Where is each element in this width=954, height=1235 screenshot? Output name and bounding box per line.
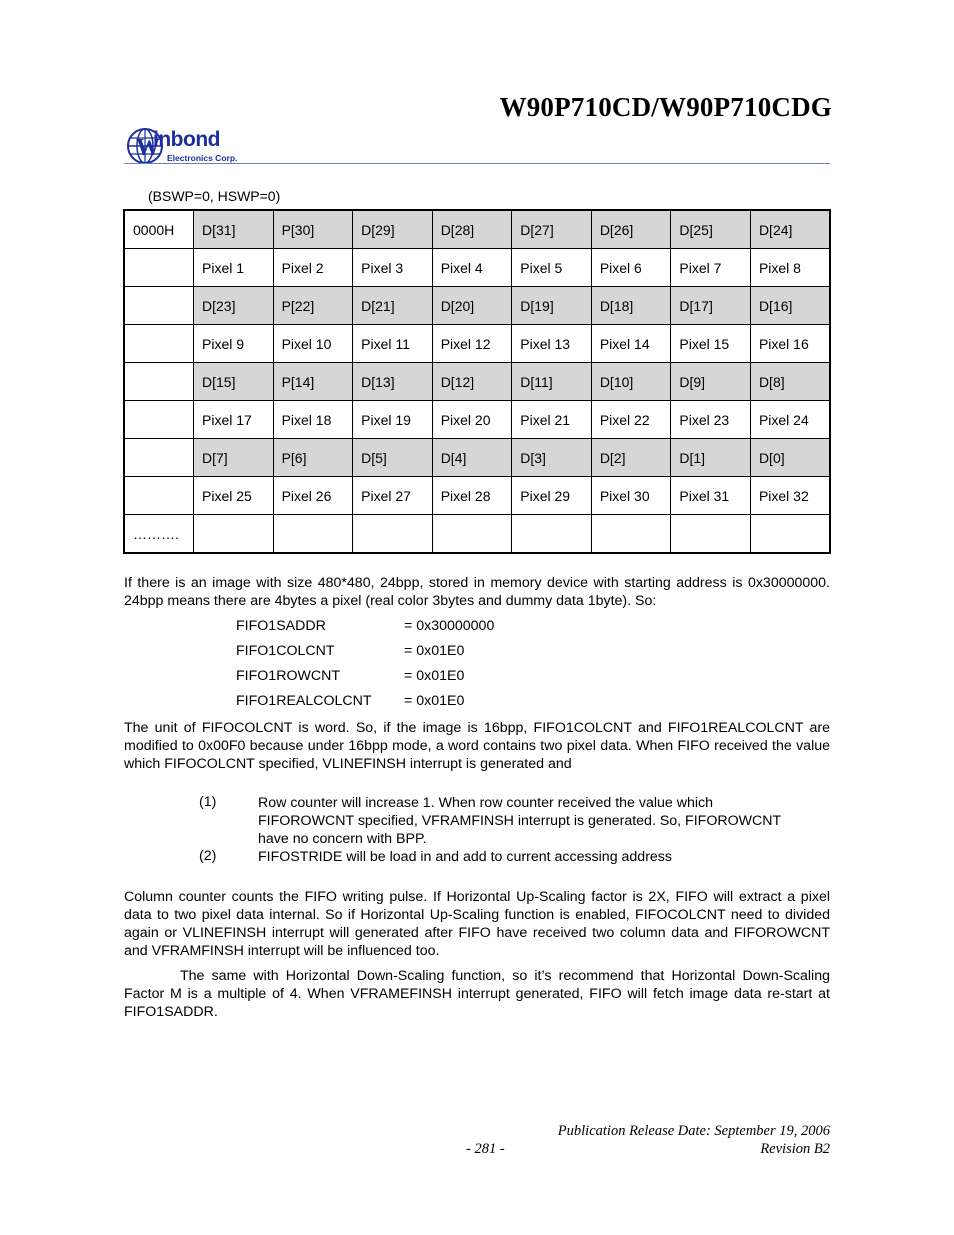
table-cell: Pixel 11 xyxy=(353,325,433,363)
address-cell xyxy=(124,325,194,363)
header-divider xyxy=(124,163,830,164)
table-cell: Pixel 31 xyxy=(671,477,751,515)
table-cell: Pixel 25 xyxy=(194,477,274,515)
table-cell: D[20] xyxy=(432,287,512,325)
table-cell xyxy=(512,515,592,554)
table-cell: Pixel 7 xyxy=(671,249,751,287)
list-item-number: (1) xyxy=(199,794,217,810)
table-cell: D[19] xyxy=(512,287,592,325)
table-cell: Pixel 16 xyxy=(750,325,830,363)
address-cell xyxy=(124,363,194,401)
list-item-number: (2) xyxy=(199,848,217,864)
table-cell: D[26] xyxy=(591,210,671,249)
table-cell: Pixel 19 xyxy=(353,401,433,439)
table-cell xyxy=(353,515,433,554)
address-cell: ………. xyxy=(124,515,194,554)
table-cell: D[10] xyxy=(591,363,671,401)
table-cell: Pixel 24 xyxy=(750,401,830,439)
footer-release-date: Publication Release Date: September 19, 2006 xyxy=(557,1123,830,1139)
document-title: W90P710CD/W90P710CDG xyxy=(499,92,832,122)
table-cell: Pixel 27 xyxy=(353,477,433,515)
table-cell: Pixel 5 xyxy=(512,249,592,287)
table-cell xyxy=(750,515,830,554)
table-cell: D[21] xyxy=(353,287,433,325)
table-cell: Pixel 22 xyxy=(591,401,671,439)
table-cell: Pixel 29 xyxy=(512,477,592,515)
table-cell xyxy=(273,515,353,554)
table-cell: D[3] xyxy=(512,439,592,477)
register-name: FIFO1SADDR xyxy=(236,618,326,634)
register-row xyxy=(236,668,464,684)
table-cell: Pixel 17 xyxy=(194,401,274,439)
table-cell: P[30] xyxy=(273,210,353,249)
table-cell: D[1] xyxy=(671,439,751,477)
logo-letter: W xyxy=(136,135,160,161)
address-cell xyxy=(124,439,194,477)
table-cell: D[8] xyxy=(750,363,830,401)
table-cell: D[17] xyxy=(671,287,751,325)
logo-subtitle: Electronics Corp. xyxy=(167,153,238,163)
table-cell: D[4] xyxy=(432,439,512,477)
table-cell: D[7] xyxy=(194,439,274,477)
table-cell: D[13] xyxy=(353,363,433,401)
table-cell: Pixel 32 xyxy=(750,477,830,515)
table-row xyxy=(124,363,830,401)
table-cell xyxy=(591,515,671,554)
table-cell: Pixel 14 xyxy=(591,325,671,363)
footer-revision: Revision B2 xyxy=(760,1141,830,1157)
table-row xyxy=(124,515,830,554)
table-cell: Pixel 10 xyxy=(273,325,353,363)
table-cell: D[15] xyxy=(194,363,274,401)
table-row xyxy=(124,210,830,249)
table-cell xyxy=(671,515,751,554)
logo-wordmark: inbond xyxy=(153,128,220,151)
table-cell: Pixel 30 xyxy=(591,477,671,515)
register-name: FIFO1REALCOLCNT xyxy=(236,693,372,709)
table-cell: Pixel 18 xyxy=(273,401,353,439)
table-row xyxy=(124,477,830,515)
table-cell: Pixel 9 xyxy=(194,325,274,363)
address-cell: 0000H xyxy=(124,210,194,249)
table-cell: Pixel 13 xyxy=(512,325,592,363)
table-cell: Pixel 12 xyxy=(432,325,512,363)
table-cell: D[18] xyxy=(591,287,671,325)
table-row xyxy=(124,287,830,325)
register-row xyxy=(236,643,464,659)
list-item-text: Row counter will increase 1. When row counter received the value which FIFOROWCNT specified, VFRAMFINSH interrupt is generated. So, FIFOROWCNT have no concern with BPP. xyxy=(258,795,781,847)
table-cell: D[24] xyxy=(750,210,830,249)
register-value: = 0x01E0 xyxy=(404,668,465,684)
table-row xyxy=(124,249,830,287)
table-row xyxy=(124,325,830,363)
table-cell: D[31] xyxy=(194,210,274,249)
table-cell: D[16] xyxy=(750,287,830,325)
address-cell xyxy=(124,477,194,515)
table-cell: D[2] xyxy=(591,439,671,477)
register-name: FIFO1COLCNT xyxy=(236,643,335,659)
footer-page-number: - 281 - xyxy=(466,1141,505,1157)
table-cell: Pixel 6 xyxy=(591,249,671,287)
table-cell: Pixel 3 xyxy=(353,249,433,287)
pixel-layout-table xyxy=(123,209,831,554)
table-cell: D[28] xyxy=(432,210,512,249)
address-cell xyxy=(124,287,194,325)
table-cell: D[12] xyxy=(432,363,512,401)
table-cell: P[22] xyxy=(273,287,353,325)
table-cell: Pixel 23 xyxy=(671,401,751,439)
table-cell: Pixel 21 xyxy=(512,401,592,439)
table-cell: Pixel 15 xyxy=(671,325,751,363)
table-row xyxy=(124,401,830,439)
address-cell xyxy=(124,249,194,287)
address-cell xyxy=(124,401,194,439)
table-cell: P[14] xyxy=(273,363,353,401)
register-name: FIFO1ROWCNT xyxy=(236,668,341,684)
register-value: = 0x30000000 xyxy=(404,618,495,634)
table-cell: D[27] xyxy=(512,210,592,249)
table-cell: D[9] xyxy=(671,363,751,401)
register-value: = 0x01E0 xyxy=(404,693,465,709)
paragraph-image-example: If there is an image with size 480*480, 24bpp, stored in memory device with starting address is 0x30000000. 24bpp means there are 4bytes a pixel (real color 3bytes and dummy data 1byte). So: xyxy=(124,575,830,609)
paragraph-fifocolcnt-unit: The unit of FIFOCOLCNT is word. So, if the image is 16bpp, FIFO1COLCNT and FIFO1REALCOLCNT are modified to 0x00F0 because under 16bpp mode, a word contains two pixel data. When FIFO received the value which FIFOCOLCNT specified, VLINEFINSH interrupt is generated and xyxy=(124,720,830,772)
table-cell: Pixel 4 xyxy=(432,249,512,287)
table-cell: Pixel 26 xyxy=(273,477,353,515)
winbond-logo xyxy=(127,125,252,167)
paragraph-down-scaling: The same with Horizontal Down-Scaling function, so it’s recommend that Horizontal Down-Scaling Factor M is a multiple of 4. When VFRAMEFINSH interrupt generated, FIFO will fetch image data re-start at FIFO1SADDR. xyxy=(124,968,830,1020)
table-cell: D[5] xyxy=(353,439,433,477)
register-value: = 0x01E0 xyxy=(404,643,465,659)
register-row xyxy=(236,618,494,634)
table-cell: P[6] xyxy=(273,439,353,477)
table-cell: D[25] xyxy=(671,210,751,249)
register-row xyxy=(236,693,464,709)
paragraph-column-counter: Column counter counts the FIFO writing pulse. If Horizontal Up-Scaling factor is 2X, FIFO will extract a pixel data to two pixel data internal. So if Horizontal Up-Scaling function is enabled, FIFOCOLCNT need to divided again or VLINEFINSH interrupt will generated after FIFO have received two column data and FIFOROWCNT and VFRAMFINSH interrupt will be influenced too. xyxy=(124,889,830,959)
table-cell: D[11] xyxy=(512,363,592,401)
table-cell: D[0] xyxy=(750,439,830,477)
table-cell xyxy=(432,515,512,554)
table-row xyxy=(124,439,830,477)
table-cell: D[23] xyxy=(194,287,274,325)
table-cell: Pixel 28 xyxy=(432,477,512,515)
table-cell: Pixel 1 xyxy=(194,249,274,287)
table-cell: Pixel 20 xyxy=(432,401,512,439)
table-cell xyxy=(194,515,274,554)
table-caption: (BSWP=0, HSWP=0) xyxy=(148,188,281,204)
table-cell: Pixel 2 xyxy=(273,249,353,287)
table-cell: D[29] xyxy=(353,210,433,249)
list-item-text: FIFOSTRIDE will be load in and add to current accessing address xyxy=(258,849,672,865)
table-cell: Pixel 8 xyxy=(750,249,830,287)
